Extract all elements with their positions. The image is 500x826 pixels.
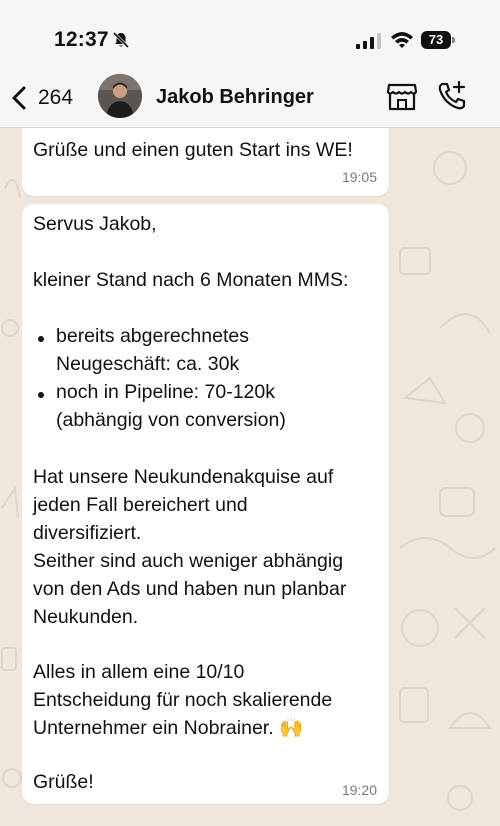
message-line: Unternehmer ein Nobrainer. 🙌	[33, 717, 304, 739]
back-button[interactable]	[8, 80, 88, 116]
chat-area[interactable]	[0, 128, 500, 826]
message-timestamp: 19:05	[341, 169, 377, 185]
bullet-dot	[38, 392, 44, 398]
message-line: Hat unsere Neukundenakquise auf	[33, 466, 334, 488]
message-line: Entscheidung für noch skalierende	[33, 689, 333, 711]
message-line: Seither sind auch weniger abhängig	[33, 550, 344, 572]
chat-header	[0, 0, 500, 128]
bullet-line: Neugeschäft: ca. 30k	[56, 353, 240, 375]
store-icon[interactable]	[386, 82, 418, 112]
message-line: diversifiziert.	[33, 522, 142, 544]
status-time: 12:37	[54, 28, 109, 51]
contact-name[interactable]: Jakob Behringer	[156, 86, 314, 108]
bullet-line: (abhängig von conversion)	[56, 409, 286, 431]
avatar-photo	[98, 74, 142, 118]
signal-icon	[356, 33, 382, 49]
avatar[interactable]	[98, 74, 142, 118]
message-line: von den Ads und haben nun planbar	[33, 578, 347, 600]
bullet-dot	[38, 336, 44, 342]
bullet-line: noch in Pipeline: 70-120k	[56, 381, 275, 403]
message-timestamp: 19:20	[341, 782, 377, 798]
message-bubble[interactable]	[22, 128, 389, 196]
chevron-left-icon	[8, 80, 36, 116]
message-greeting: Servus Jakob,	[33, 213, 157, 235]
add-call-icon[interactable]	[436, 80, 468, 112]
message-line: Alles in allem eine 10/10	[33, 661, 245, 683]
bullet-line: bereits abgerechnetes	[56, 325, 249, 347]
battery-cap	[452, 37, 455, 43]
message-text: Grüße und einen guten Start ins WE!	[33, 139, 353, 161]
battery-icon: 73	[421, 31, 451, 49]
message-closing: Grüße!	[33, 771, 94, 793]
message-line: jeden Fall bereichert und	[33, 494, 248, 516]
message-line: Neukunden.	[33, 606, 139, 628]
bell-slash-icon	[112, 31, 130, 49]
message-intro: kleiner Stand nach 6 Monaten MMS:	[33, 269, 349, 291]
unread-count: 264	[38, 86, 74, 109]
wifi-icon	[390, 30, 414, 50]
message-bubble[interactable]	[22, 204, 389, 804]
